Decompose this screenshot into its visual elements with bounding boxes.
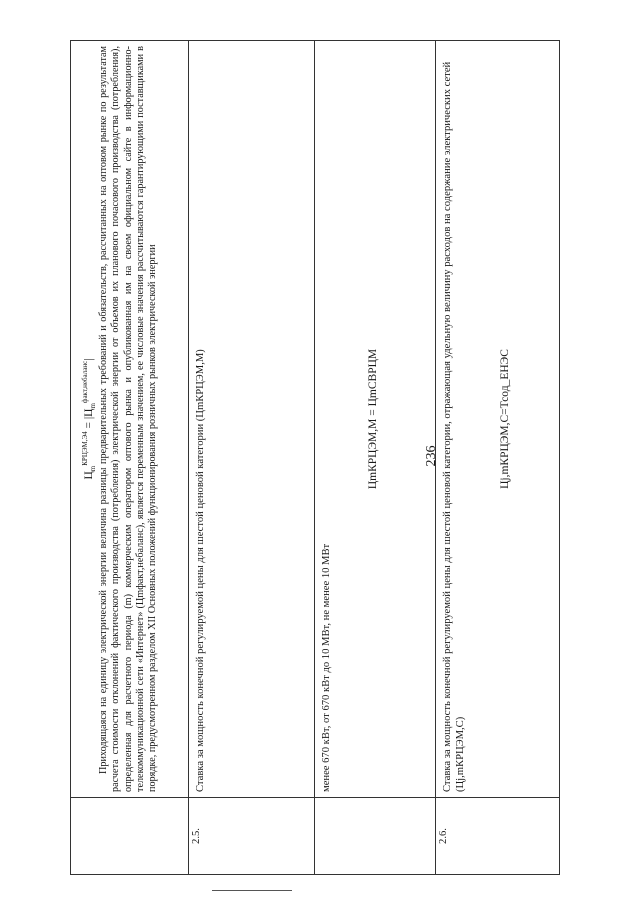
table-cell — [189, 41, 315, 798]
row-text: менее 670 кВт, от 670 кВт до 10 МВт, не менее 10 МВт — [321, 543, 333, 792]
row-number: 2.6. — [435, 798, 559, 875]
table-row — [315, 41, 435, 875]
row-description: Приходящаяся на единицу электрической энергии величина разницы предварительных требований и обязательств, рассчитанных на оптовом рынке по результатам расчета стоимости отклонений фактического производства (потребления) электрической энергии от объемов их планового почасового производства (потребления), определенная для расчетного периода (m) коммерческим оператором оптового рынка и опубликованная им на своем официальном сайте в информационно-телекоммуникационной сети «Интернет» (Цmфакт,небаланс), является переменным значением, ее числовые значения рассчитываются гарантирующими поставщиками в порядке, предусмотренном разделом XII Основных положений функционирования розничных рынков электрической энергии — [97, 46, 159, 792]
table-row — [189, 41, 315, 875]
row-number — [71, 798, 189, 875]
table-row — [435, 41, 559, 875]
row-text: Ставка за мощность конечной регулируемой цены для шестой ценовой категории (ЦmКРЦЭМ,М) — [195, 349, 207, 792]
formula-c: Цj,mКРЦЭМ,С=Тсод_ЕНЭС — [498, 349, 511, 489]
table-cell — [315, 41, 435, 798]
page-number: 236 — [424, 445, 439, 467]
row-text: Ставка за мощность конечной регулируемой цены для шестой ценовой категории, отражающая удельную величину расходов на содержание электрических сетей (Цj,mКРЦЭМ,С) — [441, 61, 466, 792]
tariff-table — [70, 40, 560, 875]
formula-e4: $Ц_m^{КРЦЭМ,Э4} = |Ц_m^{факт,небаланс}|$ — [81, 358, 98, 480]
row-number: 2.5. — [189, 798, 315, 875]
rotated-table-container — [70, 40, 560, 875]
table-row — [71, 41, 189, 875]
footnote-rule — [212, 890, 292, 891]
formula-m: ЦmКРЦЭМ,М = ЦmСВРЦМ — [367, 348, 380, 490]
table-cell — [71, 41, 189, 798]
table-cell — [435, 41, 559, 798]
row-number — [315, 798, 435, 875]
